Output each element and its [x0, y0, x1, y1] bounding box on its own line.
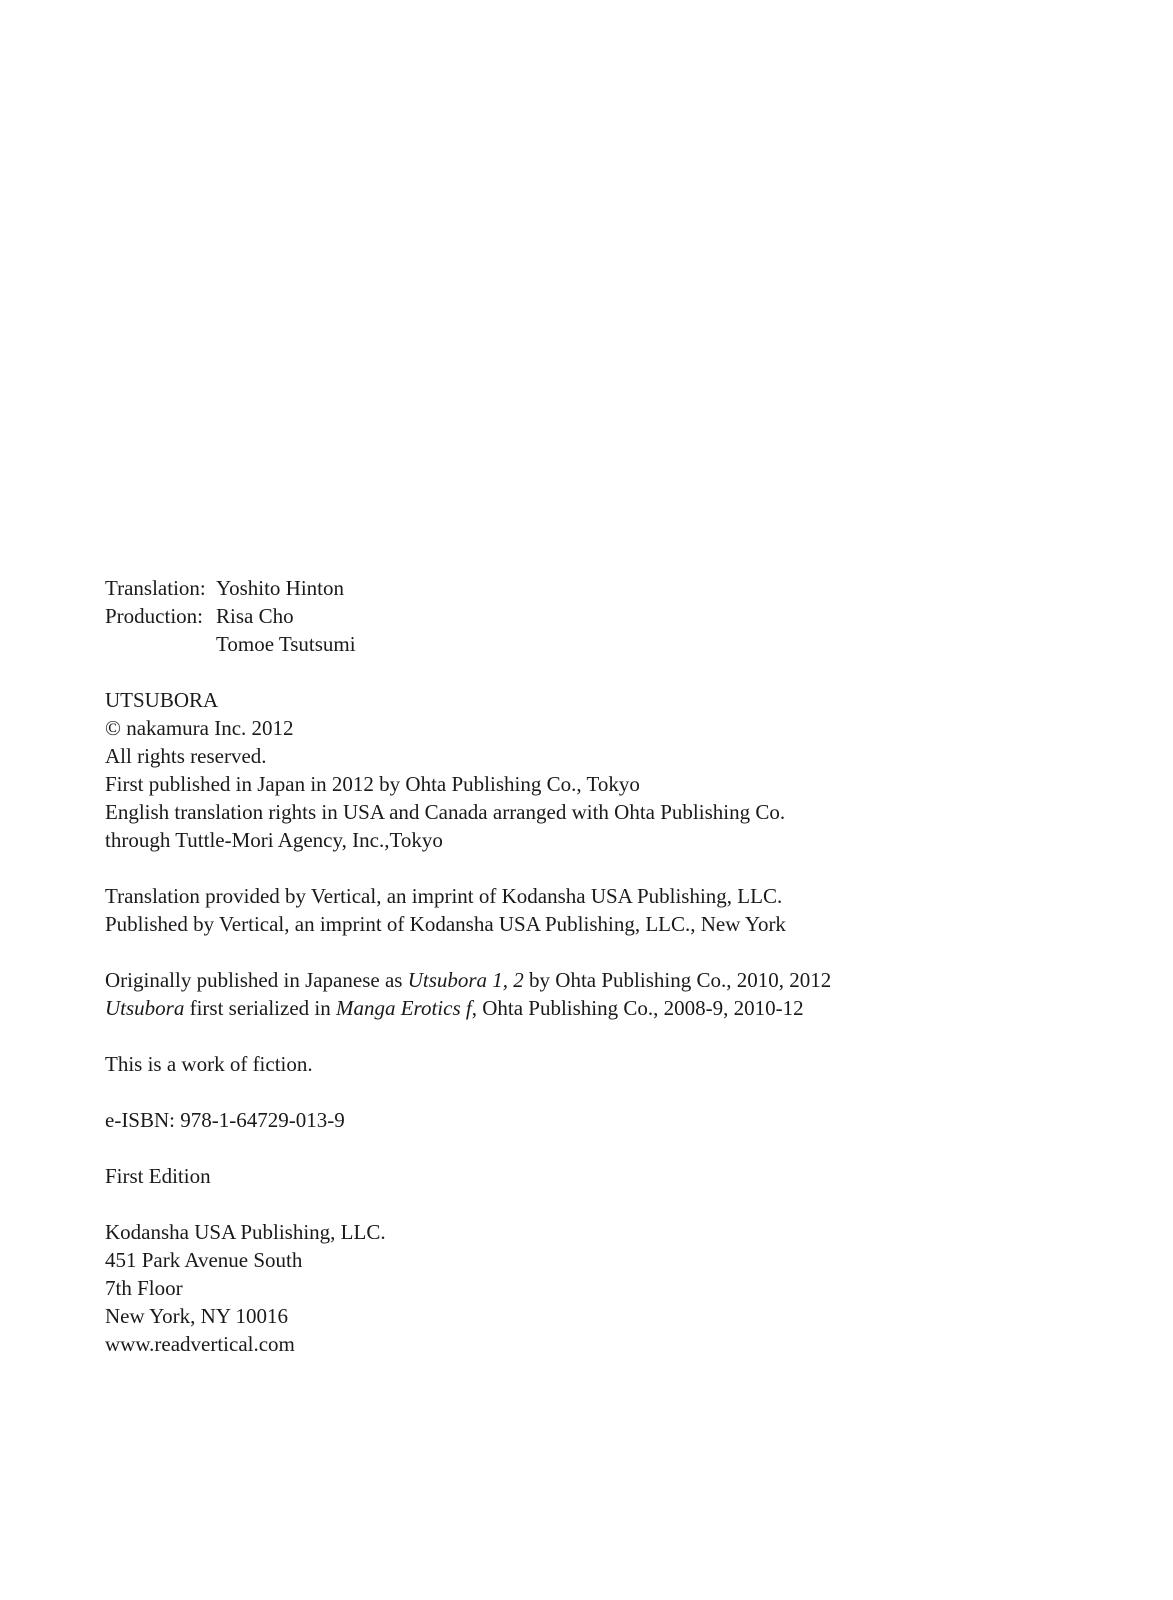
credit-translation-name: Yoshito Hinton	[216, 576, 344, 600]
agency-line: through Tuttle-Mori Agency, Inc.,Tokyo	[105, 828, 443, 852]
section-gap	[105, 658, 1105, 686]
first-serialized	[105, 994, 1105, 1022]
origin-line2-title: Utsubora	[105, 996, 185, 1020]
origin-line1-title: Utsubora 1, 2	[407, 968, 524, 992]
section-gap	[105, 1078, 1105, 1106]
credit-production-name-1: Risa Cho	[216, 604, 294, 628]
section-gap	[105, 938, 1105, 966]
first-published: First published in Japan in 2012 by Ohta Publishing Co., Tokyo	[105, 772, 640, 796]
address-floor: 7th Floor	[105, 1276, 183, 1300]
credit-production-name-2: Tomoe Tsutsumi	[216, 632, 356, 656]
address-city: New York, NY 10016	[105, 1304, 288, 1328]
address-street: 451 Park Avenue South	[105, 1248, 303, 1272]
origin-line1-prefix: Originally published in Japanese as	[105, 968, 408, 992]
isbn: e-ISBN: 978-1-64729-013-9	[105, 1108, 345, 1132]
section-gap	[105, 1134, 1105, 1162]
credit-translation-label: Translation:	[105, 576, 206, 600]
address-company: Kodansha USA Publishing, LLC.	[105, 1220, 386, 1244]
section-gap	[105, 854, 1105, 882]
credit-production-label: Production:	[105, 604, 203, 628]
origin-line2-magazine: Manga Erotics f	[335, 996, 472, 1020]
copyright-notice: © nakamura Inc. 2012	[105, 716, 294, 740]
origin-line2-middle: first serialized in	[184, 996, 336, 1020]
copyright-text-block	[105, 574, 1105, 1358]
credit-production	[105, 602, 1105, 630]
credit-production-continued	[105, 630, 1105, 658]
origin-line2-suffix: , Ohta Publishing Co., 2008-9, 2010-12	[471, 996, 804, 1020]
book-title: UTSUBORA	[105, 688, 219, 712]
english-rights: English translation rights in USA and Canada arranged with Ohta Publishing Co.	[105, 800, 786, 824]
published-by: Published by Vertical, an imprint of Kodansha USA Publishing, LLC., New York	[105, 912, 786, 936]
edition: First Edition	[105, 1164, 211, 1188]
rights-reserved: All rights reserved.	[105, 744, 267, 768]
section-gap	[105, 1022, 1105, 1050]
credit-translation	[105, 574, 1105, 602]
fiction-notice: This is a work of fiction.	[105, 1052, 313, 1076]
translation-provided: Translation provided by Vertical, an imprint of Kodansha USA Publishing, LLC.	[105, 884, 783, 908]
address-website: www.readvertical.com	[105, 1332, 295, 1356]
section-gap	[105, 1190, 1105, 1218]
originally-published	[105, 966, 1105, 994]
origin-line1-suffix: by Ohta Publishing Co., 2010, 2012	[523, 968, 832, 992]
